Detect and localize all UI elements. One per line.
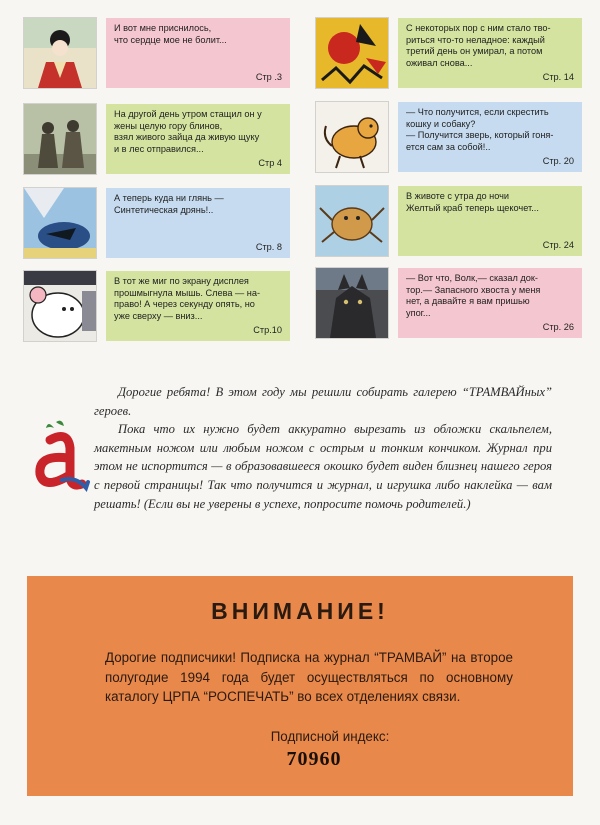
letter-to-readers xyxy=(94,383,552,513)
mouse-illustration xyxy=(24,271,96,341)
entry-2-page: Стр. 14 xyxy=(542,72,574,83)
thumb-couple xyxy=(24,104,96,174)
entry-4-text: — Что получится, если скрестить кошку и собаку? — Получится зверь, который гоня- ется сам за собой!.. xyxy=(406,107,554,152)
thumb-geisha xyxy=(24,18,96,88)
entry-8-page: Стр. 26 xyxy=(542,322,574,333)
entry-1-text: И вот мне приснилось, что сердце мое не болит... xyxy=(114,23,227,45)
entry-3-text: На другой день утром стащил он у жены целую гору блинов, взял живого зайца да живую щуку и в лес отправился... xyxy=(114,109,262,154)
subscription-notice xyxy=(27,576,573,796)
entry-2 xyxy=(398,18,582,88)
letter-paragraph-2: Пока что их нужно будет аккуратно вырезать из обложки скальпелем, макетным ножом или любым ножом с острым и тонким кончиком. Журнал при этом не испортится — в образовавшееся окошко будет виден близнец нашего героя с первой страницы! Так что получится и журнал, и игрушка либо наклейка — вам решать! (Если вы не уверены в успехе, попросите помочь родителей.) xyxy=(94,422,552,511)
notice-title: ВНИМАНИЕ! xyxy=(211,598,389,624)
thumb-mouse xyxy=(24,271,96,341)
entry-2-text: С некоторых пор с ним стало тво- риться что-то неладное: каждый третий день он умирал, а потом оживал снова... xyxy=(406,23,551,68)
entry-8-text: — Вот что, Волк,— сказал док- тор.— Запасного хвоста у меня нет, а давайте я вам пришью упог... xyxy=(406,273,541,318)
entry-3 xyxy=(106,104,290,174)
entry-6-text: В животе с утра до ночи Желтый краб теперь щекочет... xyxy=(406,191,539,213)
catdog-illustration xyxy=(316,102,388,172)
letter-a-logo-icon xyxy=(28,418,90,496)
subscription-index-value: 70960 xyxy=(286,748,342,770)
tram-logo xyxy=(28,418,90,496)
letter-paragraph-1: Дорогие ребята! В этом году мы решили собирать галерею “ТРАМВАЙных” героев. xyxy=(94,385,552,418)
abstract-illustration xyxy=(316,18,388,88)
entry-5-page: Стр. 8 xyxy=(255,242,282,253)
entry-5 xyxy=(106,188,290,258)
entry-5-text: А теперь куда ни глянь — Синтетическая дрянь!.. xyxy=(114,193,224,215)
entry-3-page: Стр 4 xyxy=(258,158,282,169)
entry-4 xyxy=(398,102,582,172)
geisha-illustration xyxy=(24,18,96,88)
entry-1 xyxy=(106,18,290,88)
crab-illustration xyxy=(316,186,388,256)
thumb-fish xyxy=(24,188,96,258)
entry-7-text: В тот же миг по экрану дисплея прошмыгнула мышь. Слева — на- право! А через секунду опять, но уже сверху — вниз... xyxy=(114,276,261,321)
notice-body: Дорогие подписчики! Подписка на журнал “ТРАМВАЙ” на второе полугодие 1994 года будет осуществляться по основному каталогу ЦРПА “РОСПЕЧАТЬ” во всех отделениях связи. xyxy=(105,650,513,704)
fish-illustration xyxy=(24,188,96,258)
entry-8 xyxy=(398,268,582,338)
thumb-crab xyxy=(316,186,388,256)
entry-1-page: Стр .3 xyxy=(255,72,282,83)
entry-6 xyxy=(398,186,582,256)
subscription-index-label: Подписной индекс: xyxy=(270,729,390,744)
thumb-catdog xyxy=(316,102,388,172)
entry-7 xyxy=(106,271,290,341)
entry-6-page: Стр. 24 xyxy=(542,240,574,251)
couple-illustration xyxy=(24,104,96,174)
thumb-wolf xyxy=(316,268,388,338)
thumb-abstract xyxy=(316,18,388,88)
entry-4-page: Стр. 20 xyxy=(542,156,574,167)
wolf-illustration xyxy=(316,268,388,338)
entry-7-page: Стр.10 xyxy=(253,325,282,336)
